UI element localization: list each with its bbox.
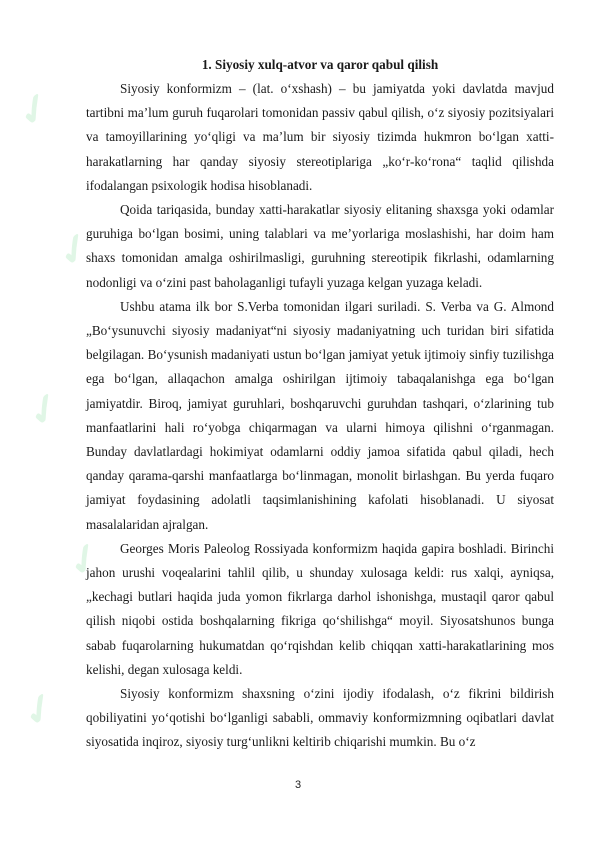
paragraph-4: Georges Moris Paleolog Rossiyada konformizm haqida gapira boshladi. Birinchi jahon urushi voqealarini tahlil qilib, u shunday xulosaga keldi: rus xalqi, ayniqsa, „kechagi butlari haqida juda yomon fikrlarga darhol ishonishga, mustaqil qaror qabul qilish niqobi ostida boshqalarning fikriga qo‘shilishga“ moyil. Siyosatshunos bunga sabab fuqarolarning hukumatdan qo‘rqishdan kelib chiqqan xatti-harakatlarining mos kelishi, degan xulosaga keldi.: [86, 540, 554, 677]
page-number: 3: [294, 779, 302, 791]
paragraph-5: Siyosiy konformizm shaxsning o‘zini ijodiy ifodalash, o‘z fikrini bildirish qobiliyatini yo‘qotishi bo‘lganligi sababli, ommaviy konformizmning oqibatlari davlat siyosatida inqiroz, siyosiy turg‘unlikni keltirib chiqarishi mumkin. Bu o‘z: [86, 686, 554, 750]
watermark: ✓ ✓ ✓ ✓ ✓: [9, 82, 111, 738]
paragraph-1: Siyosiy konformizm – (lat. o‘xshash) – bu jamiyatda yoki davlatda mavjud tartibni ma’lum guruh fuqarolari tomonidan passiv qabul qilish, o‘z siyosiy pozitsiyalari va tamoyillarining yo‘qligi va ma’lum bir siyosiy tizimda hukmron bo‘lgan xatti-harakatlarning har qanday siyosiy stereotiplariga „ko‘r-ko‘rona“ taqlid qilishda ifodalangan psixologik hodisa hisoblanadi.: [86, 81, 554, 193]
paragraph-3: Ushbu atama ilk bor S.Verba tomonidan ilgari suriladi. S. Verba va G. Almond „Bo‘ysunuvchi siyosiy madaniyat“ni siyosiy madaniyatning uch turidan biri sifatida belgilagan. Bo‘ysunish madaniyati ustun bo‘lgan jamiyat yetuk ijtimoiy sinfiy tuzilishga ega bo‘lgan, allaqachon amalga oshirilgan ijtimoiy tabaqalanishga ega bo‘lgan jamiyatdir. Biroq, jamiyat guruhlari, boshqaruvchi guruhdan tashqari, o‘zlarining tub manfaatlarini hali ro‘yobga chiqarmagan va ularni himoya qilishni o‘rganmagan. Bunday davlatlardagi hokimiyat odamlarni oddiy jamoa sifatida qabul qiladi, hech qanday qarama-qarshi manfaatlarga bo‘linmagan, monolit birlashgan. Bu yerda fuqaro jamiyat foydasining adolatli taqsimlanishining kafolati hisoblanadi. U siyosat masalalaridan ajralgan.: [86, 298, 554, 532]
section-heading: 1. Siyosiy xulq-atvor va qaror qabul qilish: [201, 57, 439, 72]
paragraph-2: Qoida tariqasida, bunday xatti-harakatlar siyosiy elitaning shaxsga yoki odamlar guruhiga bo‘lgan bosimi, uning talablari va me’yorlariga moslashishi, har doim ham shaxs tomonidan amalga oshirilmasligi, guruhning stereotipik fikrlashi, odamlarning nodonligi va o‘zini past baholaganligi tufayli yuzaga kelgan yuzaga keladi.: [86, 202, 554, 290]
document-body: [86, 55, 554, 755]
